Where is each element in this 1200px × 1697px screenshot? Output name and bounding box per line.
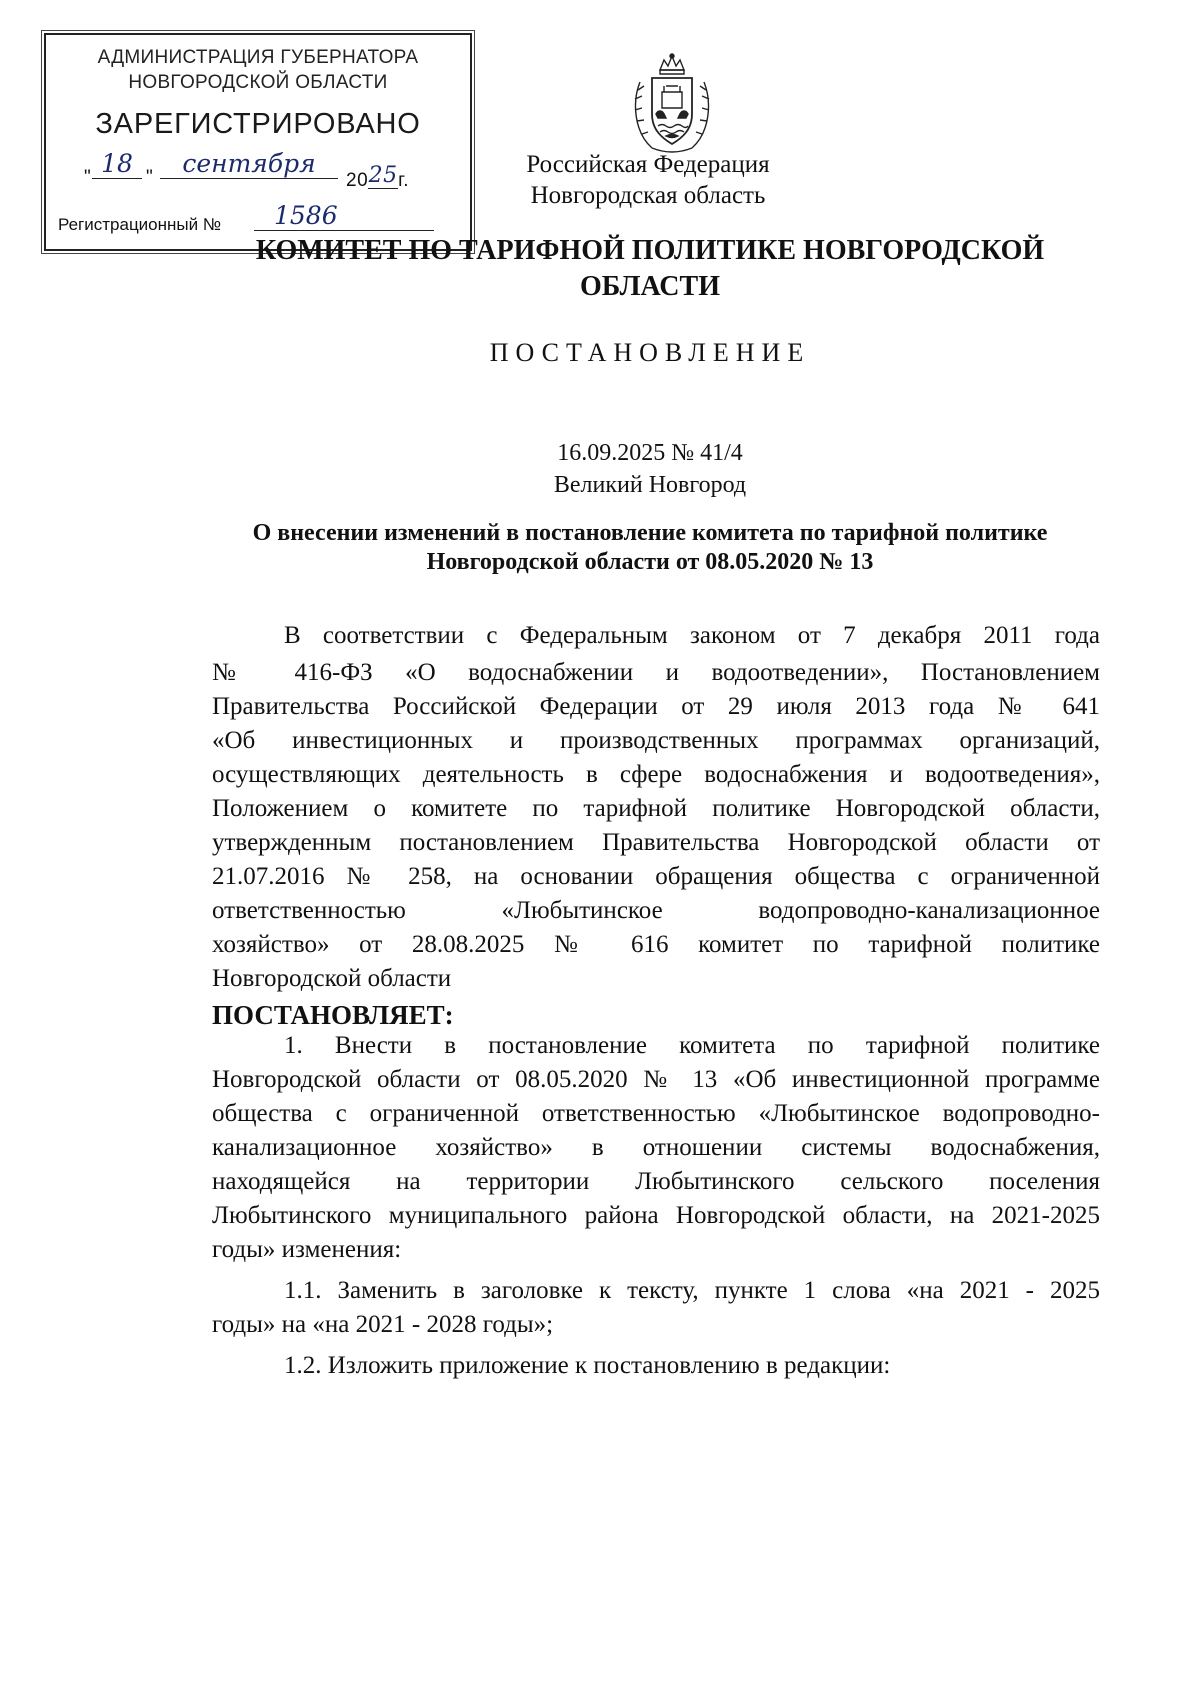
stamp-number-label: Регистрационный №: [58, 215, 222, 234]
preamble-line: утвержденным постановлением Правительства Новгородской области от: [212, 829, 1100, 856]
item1-line: 1. Внести в постановление комитета по тарифной политике: [284, 1032, 1100, 1059]
document-city: Великий Новгород: [553, 472, 747, 498]
stamp-org-line2: НОВГОРОДСКОЙ ОБЛАСТИ: [128, 72, 388, 93]
preamble-line: В соответствии с Федеральным законом от 7 декабря 2011 года: [284, 622, 1100, 649]
subject-line2: Новгородской области от 08.05.2020 № 13: [426, 549, 874, 575]
stamp-quote-close: ": [146, 167, 153, 188]
preamble-line: осуществляющих деятельность в сфере водоснабжения и водоотведения»,: [212, 761, 1100, 788]
stamp-number-value: 1586: [254, 201, 434, 231]
preamble-line: 21.07.2016 № 258, на основании обращения общества с ограниченной: [212, 863, 1100, 890]
committee-title-line2: ОБЛАСТИ: [580, 271, 720, 302]
preamble-line: «Об инвестиционных и производственных программах организаций,: [212, 727, 1100, 754]
item1-line: Новгородской области от 08.05.2020 № 13 «Об инвестиционной программе: [212, 1066, 1100, 1093]
subject-line1: О внесении изменений в постановление комитета по тарифной политике: [252, 520, 1048, 546]
committee-title: [200, 233, 1100, 305]
item1-line: годы» изменения:: [212, 1236, 402, 1263]
document-subject: [200, 519, 1100, 577]
stamp-date: [84, 149, 464, 193]
stamp-quote-open: ": [84, 167, 91, 188]
item1-line: канализационное хозяйство» в отношении системы водоснабжения,: [212, 1134, 1100, 1161]
item1-1-line: 1.1. Заменить в заголовке к тексту, пункте 1 слова «на 2021 - 2025: [284, 1277, 1100, 1304]
stamp-registered: ЗАРЕГИСТРИРОВАНО: [95, 108, 421, 140]
country-name: Российская Федерация: [526, 151, 770, 178]
decree-word: ПОСТАНОВЛЯЕТ:: [212, 1000, 454, 1030]
stamp-day: 18: [92, 149, 142, 179]
region-name: Новгородская область: [530, 182, 766, 209]
preamble-line: Положением о комитете по тарифной политике Новгородской области,: [212, 795, 1100, 822]
stamp-year-mark: г.: [398, 170, 410, 191]
stamp-year-prefix: 20: [346, 170, 369, 191]
item1-line: общества с ограниченной ответственностью «Любытинское водопроводно-: [212, 1100, 1100, 1127]
committee-title-line1: КОМИТЕТ ПО ТАРИФНОЙ ПОЛИТИКЕ НОВГОРОДСКОЙ: [255, 235, 1045, 266]
item1-1-line: годы» на «на 2021 - 2028 годы»;: [212, 1311, 554, 1338]
stamp-org-line1: АДМИНИСТРАЦИЯ ГУБЕРНАТОРА: [97, 47, 419, 68]
stamp-year-suffix: 25: [368, 163, 398, 188]
item1-2-line: 1.2. Изложить приложение к постановлению в редакции:: [284, 1352, 891, 1379]
preamble-line: № 416-ФЗ «О водоснабжении и водоотведении», Постановлением: [212, 659, 1100, 686]
coat-of-arms-icon: [630, 52, 714, 156]
preamble-line: Новгородской области: [212, 965, 452, 992]
preamble-line: Правительства Российской Федерации от 29 июля 2013 года № 641: [212, 693, 1100, 720]
document-date-number: 16.09.2025 № 41/4: [557, 440, 743, 466]
preamble-line: хозяйство» от 28.08.2025 № 616 комитет по тарифной политике: [212, 931, 1100, 958]
stamp-month: сентября: [160, 149, 338, 179]
stamp-registration-number: [58, 203, 458, 235]
item1-line: находящейся на территории Любытинского сельского поселения: [212, 1168, 1100, 1195]
registration-stamp: [44, 33, 472, 251]
preamble-line: ответственностью «Любытинское водопроводно-канализационное: [212, 897, 1100, 924]
document-type: ПОСТАНОВЛЕНИЕ: [489, 338, 811, 367]
stamp-year: [346, 163, 410, 193]
item1-line: Любытинского муниципального района Новгородской области, на 2021-2025: [212, 1202, 1100, 1229]
